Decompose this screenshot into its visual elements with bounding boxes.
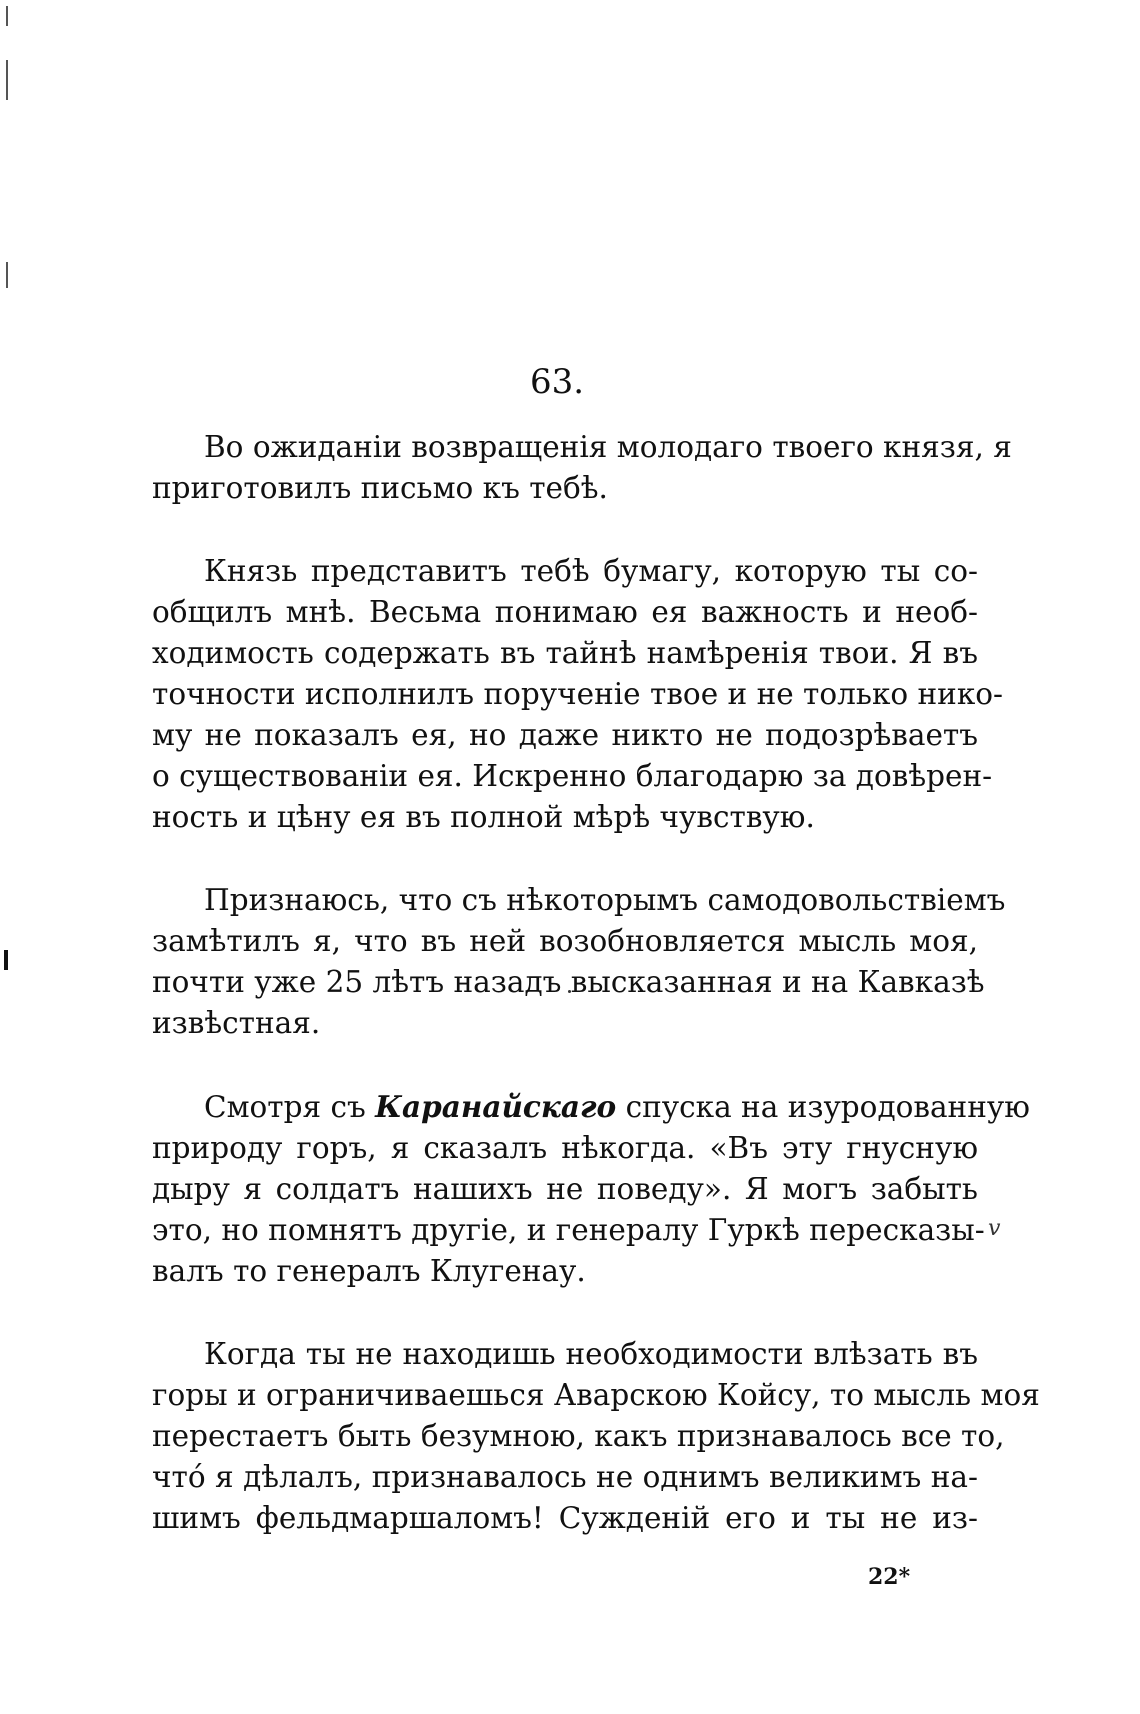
text-fragment: Смотря съ xyxy=(204,1090,376,1124)
text-line: почти уже 25 лѣтъ назадъ высказанная и на Кавказѣ xyxy=(152,965,985,999)
text-line: дыру я солдатъ нашихъ не поведу». Я могъ забыть xyxy=(152,1172,978,1206)
paragraph-5 xyxy=(152,1334,1040,1539)
text-line: ходимость содержать въ тайнѣ намѣренія твои. Я въ xyxy=(152,636,978,670)
text-line: точности исполнилъ порученіе твое и не только нико- xyxy=(152,677,1004,711)
text-line: ность и цѣну ея въ полной мѣрѣ чувствую. xyxy=(152,800,815,834)
text-line: Во ожиданіи возвращенія молодаго твоего князя, я xyxy=(204,430,1012,464)
text-line: природу горъ, я сказалъ нѣкогда. «Въ эту гнусную xyxy=(152,1131,978,1165)
text-line: шимъ фельдмаршаломъ! Сужденій его и ты не из- xyxy=(152,1501,978,1535)
text-line: валъ то генералъ Клугенау. xyxy=(152,1254,586,1288)
letter-body xyxy=(152,427,1040,1581)
text-line: горы и ограничиваешься Аварскою Койсу, то мысль моя xyxy=(152,1378,1040,1412)
text-line: Признаюсь, что съ нѣкоторымъ самодовольствіемъ xyxy=(204,883,1006,917)
place-name: Каранайскаго xyxy=(375,1089,617,1124)
text-line: замѣтилъ я, что въ ней возобновляется мысль моя, xyxy=(152,924,978,958)
text-line: извѣстная. xyxy=(152,1006,321,1040)
text-line: о существованіи ея. Искренно благодарю за довѣрен- xyxy=(152,759,993,793)
scan-edge-mark xyxy=(6,6,8,26)
margin-mark: v xyxy=(988,1216,1001,1241)
scan-edge-mark xyxy=(6,60,8,100)
text-line: общилъ мнѣ. Весьма понимаю ея важность и необ- xyxy=(152,595,978,629)
text-line: му не показалъ ея, но даже никто не подозрѣваетъ xyxy=(152,718,978,752)
text-fragment: спуска на изуродованную xyxy=(616,1090,1030,1124)
scan-edge-mark xyxy=(4,950,8,970)
paragraph-3 xyxy=(152,880,1006,1044)
paragraph-1 xyxy=(152,427,1012,509)
text-line: Когда ты не находишь необходимости влѣзать въ xyxy=(204,1337,978,1371)
text-line: перестаетъ быть безумною, какъ признавалось все то, xyxy=(152,1419,1005,1453)
text-line: чтó я дѣлалъ, признавалось не однимъ великимъ на- xyxy=(152,1460,978,1494)
paragraph-2 xyxy=(152,551,1004,838)
text-line xyxy=(152,1086,1030,1128)
scan-edge-mark xyxy=(6,262,8,288)
page-number: 63. xyxy=(530,362,585,402)
text-line: это, но помнятъ другіе, и генералу Гуркѣ пересказы- xyxy=(152,1213,985,1247)
text-line: Князь представитъ тебѣ бумагу, которую ты со- xyxy=(204,554,978,588)
text-line: приготовилъ письмо къ тебѣ. xyxy=(152,471,608,505)
printer-signature: 22* xyxy=(868,1564,911,1590)
paragraph-4 xyxy=(152,1086,1030,1292)
